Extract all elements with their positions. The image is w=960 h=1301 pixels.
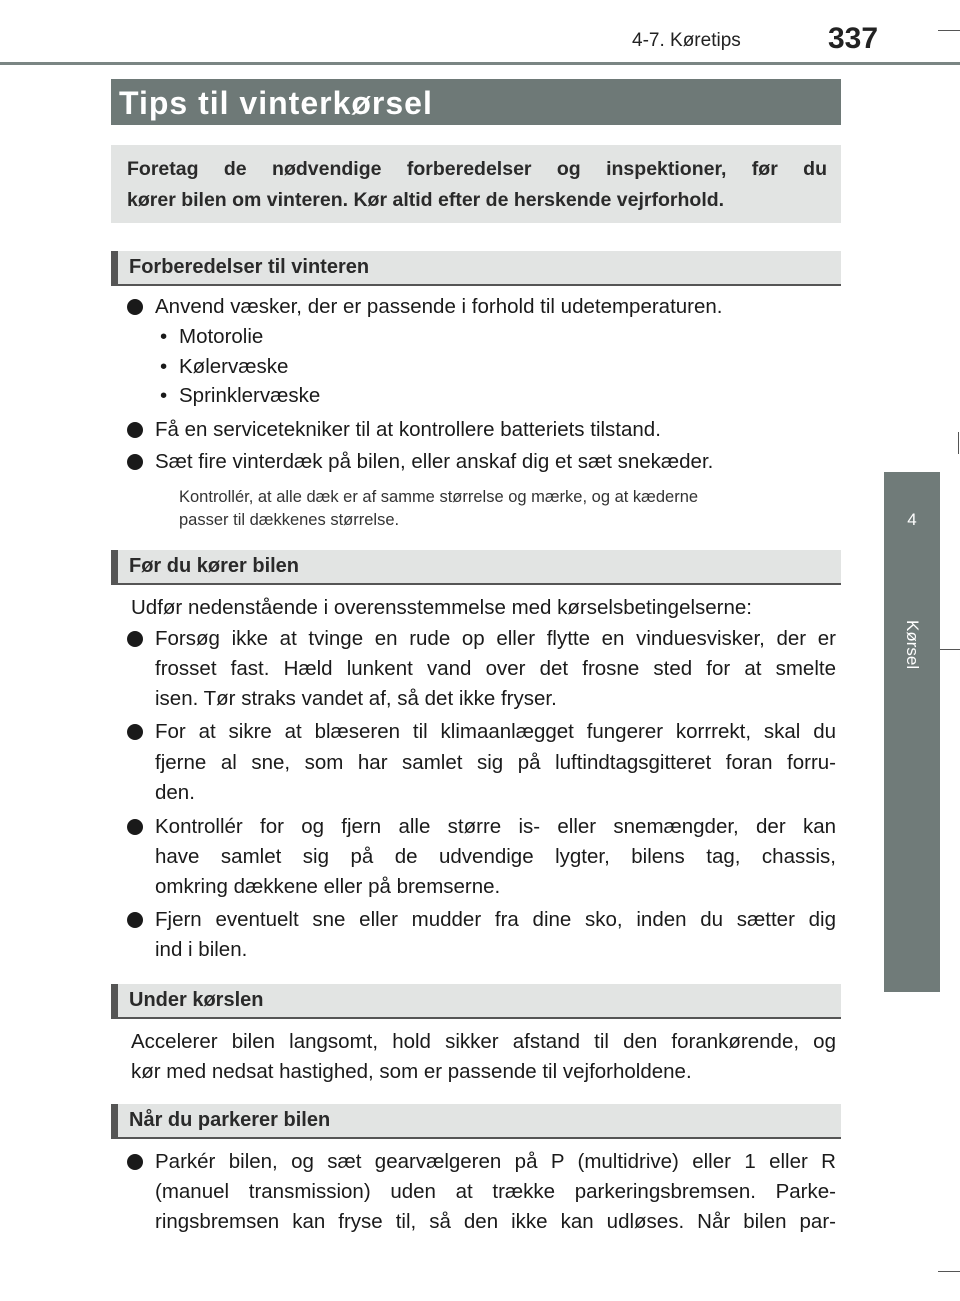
section-heading-text: Under kørslen — [129, 989, 264, 1011]
crop-mark — [938, 30, 960, 31]
bullet-icon — [127, 912, 143, 928]
section-heading-text: Forberedelser til vinteren — [129, 256, 370, 278]
sub-bullet-mark: • — [160, 325, 168, 348]
bullet-text: For at sikre at blæseren til klimaanlægget fungerer korrrekt, skal du — [155, 720, 836, 743]
intro-box — [111, 145, 841, 223]
sub-bullet-text: Sprinklervæske — [179, 384, 321, 407]
section-heading — [111, 550, 841, 585]
section-heading — [111, 251, 841, 286]
chapter-label: Kørsel — [903, 620, 922, 670]
intro-line: Foretag de nødvendige forberedelser og inspektioner, før du — [127, 158, 827, 180]
bullet-icon — [127, 1154, 143, 1170]
page-title-box — [111, 79, 841, 125]
paragraph-text: kør med nedsat hastighed, som er passende til vejforholdene. — [131, 1060, 692, 1083]
crop-mark — [938, 649, 960, 650]
bullet-text: (manuel transmission) uden at trække parkeringsbremsen. Parke- — [155, 1180, 836, 1203]
header-rule — [0, 62, 960, 65]
intro-line: kører bilen om vinteren. Kør altid efter de herskende vejrforhold. — [127, 189, 725, 211]
bullet-text: Anvend væsker, der er passende i forhold til udetemperaturen. — [155, 295, 723, 318]
section-title: 4-7. Køretips — [632, 30, 741, 51]
section-heading-text: Når du parkerer bilen — [129, 1109, 331, 1131]
section-heading-text: Før du kører bilen — [129, 555, 300, 577]
sub-bullet-mark: • — [160, 355, 168, 378]
note-text: passer til dækkenes størrelse. — [179, 511, 400, 529]
bullet-icon — [127, 454, 143, 470]
bullet-text: have samlet sig på de udvendige lygter, bilens tag, chassis, — [155, 845, 836, 868]
bullet-text: Fjern eventuelt sne eller mudder fra dine sko, inden du sætter dig — [155, 908, 836, 931]
bullet-text: ringsbremsen kan fryse til, så den ikke kan udløses. Når bilen par- — [155, 1210, 836, 1233]
bullet-text: Forsøg ikke at tvinge en rude op eller flytte en vinduesvisker, der er — [155, 627, 836, 650]
bullet-text: omkring dækkene eller på bremserne. — [155, 875, 501, 898]
sub-bullet-mark: • — [160, 384, 168, 407]
chapter-tab — [884, 472, 940, 992]
crop-mark — [958, 432, 959, 454]
bullet-text: Kontrollér for og fjern alle større is- eller snemængder, der kan — [155, 815, 836, 838]
section-heading — [111, 984, 841, 1019]
bullet-text: frosset fast. Hæld lunkent vand over det frosne sted for at smelte — [155, 657, 836, 680]
bullet-text: Få en servicetekniker til at kontrollere batteriets tilstand. — [155, 418, 661, 441]
bullet-icon — [127, 631, 143, 647]
paragraph-text: Accelerer bilen langsomt, hold sikker afstand til den forankørende, og — [131, 1030, 836, 1053]
sub-bullet-text: Kølervæske — [179, 355, 289, 378]
chapter-number: 4 — [907, 510, 917, 529]
bullet-icon — [127, 724, 143, 740]
section-intro-text: Udfør nedenstående i overensstemmelse med kørselsbetingelserne: — [131, 596, 752, 619]
bullet-text: Sæt fire vinterdæk på bilen, eller anskaf dig et sæt snekæder. — [155, 450, 714, 473]
bullet-icon — [127, 422, 143, 438]
bullet-text: fjerne al sne, som har samlet sig på luftindtagsgitteret foran forru- — [155, 751, 836, 774]
crop-mark — [938, 1271, 960, 1272]
page-title: Tips til vinterkørsel — [119, 85, 433, 121]
bullet-icon — [127, 299, 143, 315]
bullet-text: Parkér bilen, og sæt gearvælgeren på P (multidrive) eller 1 eller R — [155, 1150, 836, 1173]
bullet-text: ind i bilen. — [155, 938, 248, 961]
note-text: Kontrollér, at alle dæk er af samme størrelse og mærke, og at kæderne — [179, 488, 699, 506]
bullet-text: isen. Tør straks vandet af, så det ikke fryser. — [155, 687, 557, 710]
sub-bullet-text: Motorolie — [179, 325, 264, 348]
section-heading — [111, 1104, 841, 1139]
page-number: 337 — [828, 22, 879, 55]
bullet-icon — [127, 819, 143, 835]
bullet-text: den. — [155, 781, 195, 804]
